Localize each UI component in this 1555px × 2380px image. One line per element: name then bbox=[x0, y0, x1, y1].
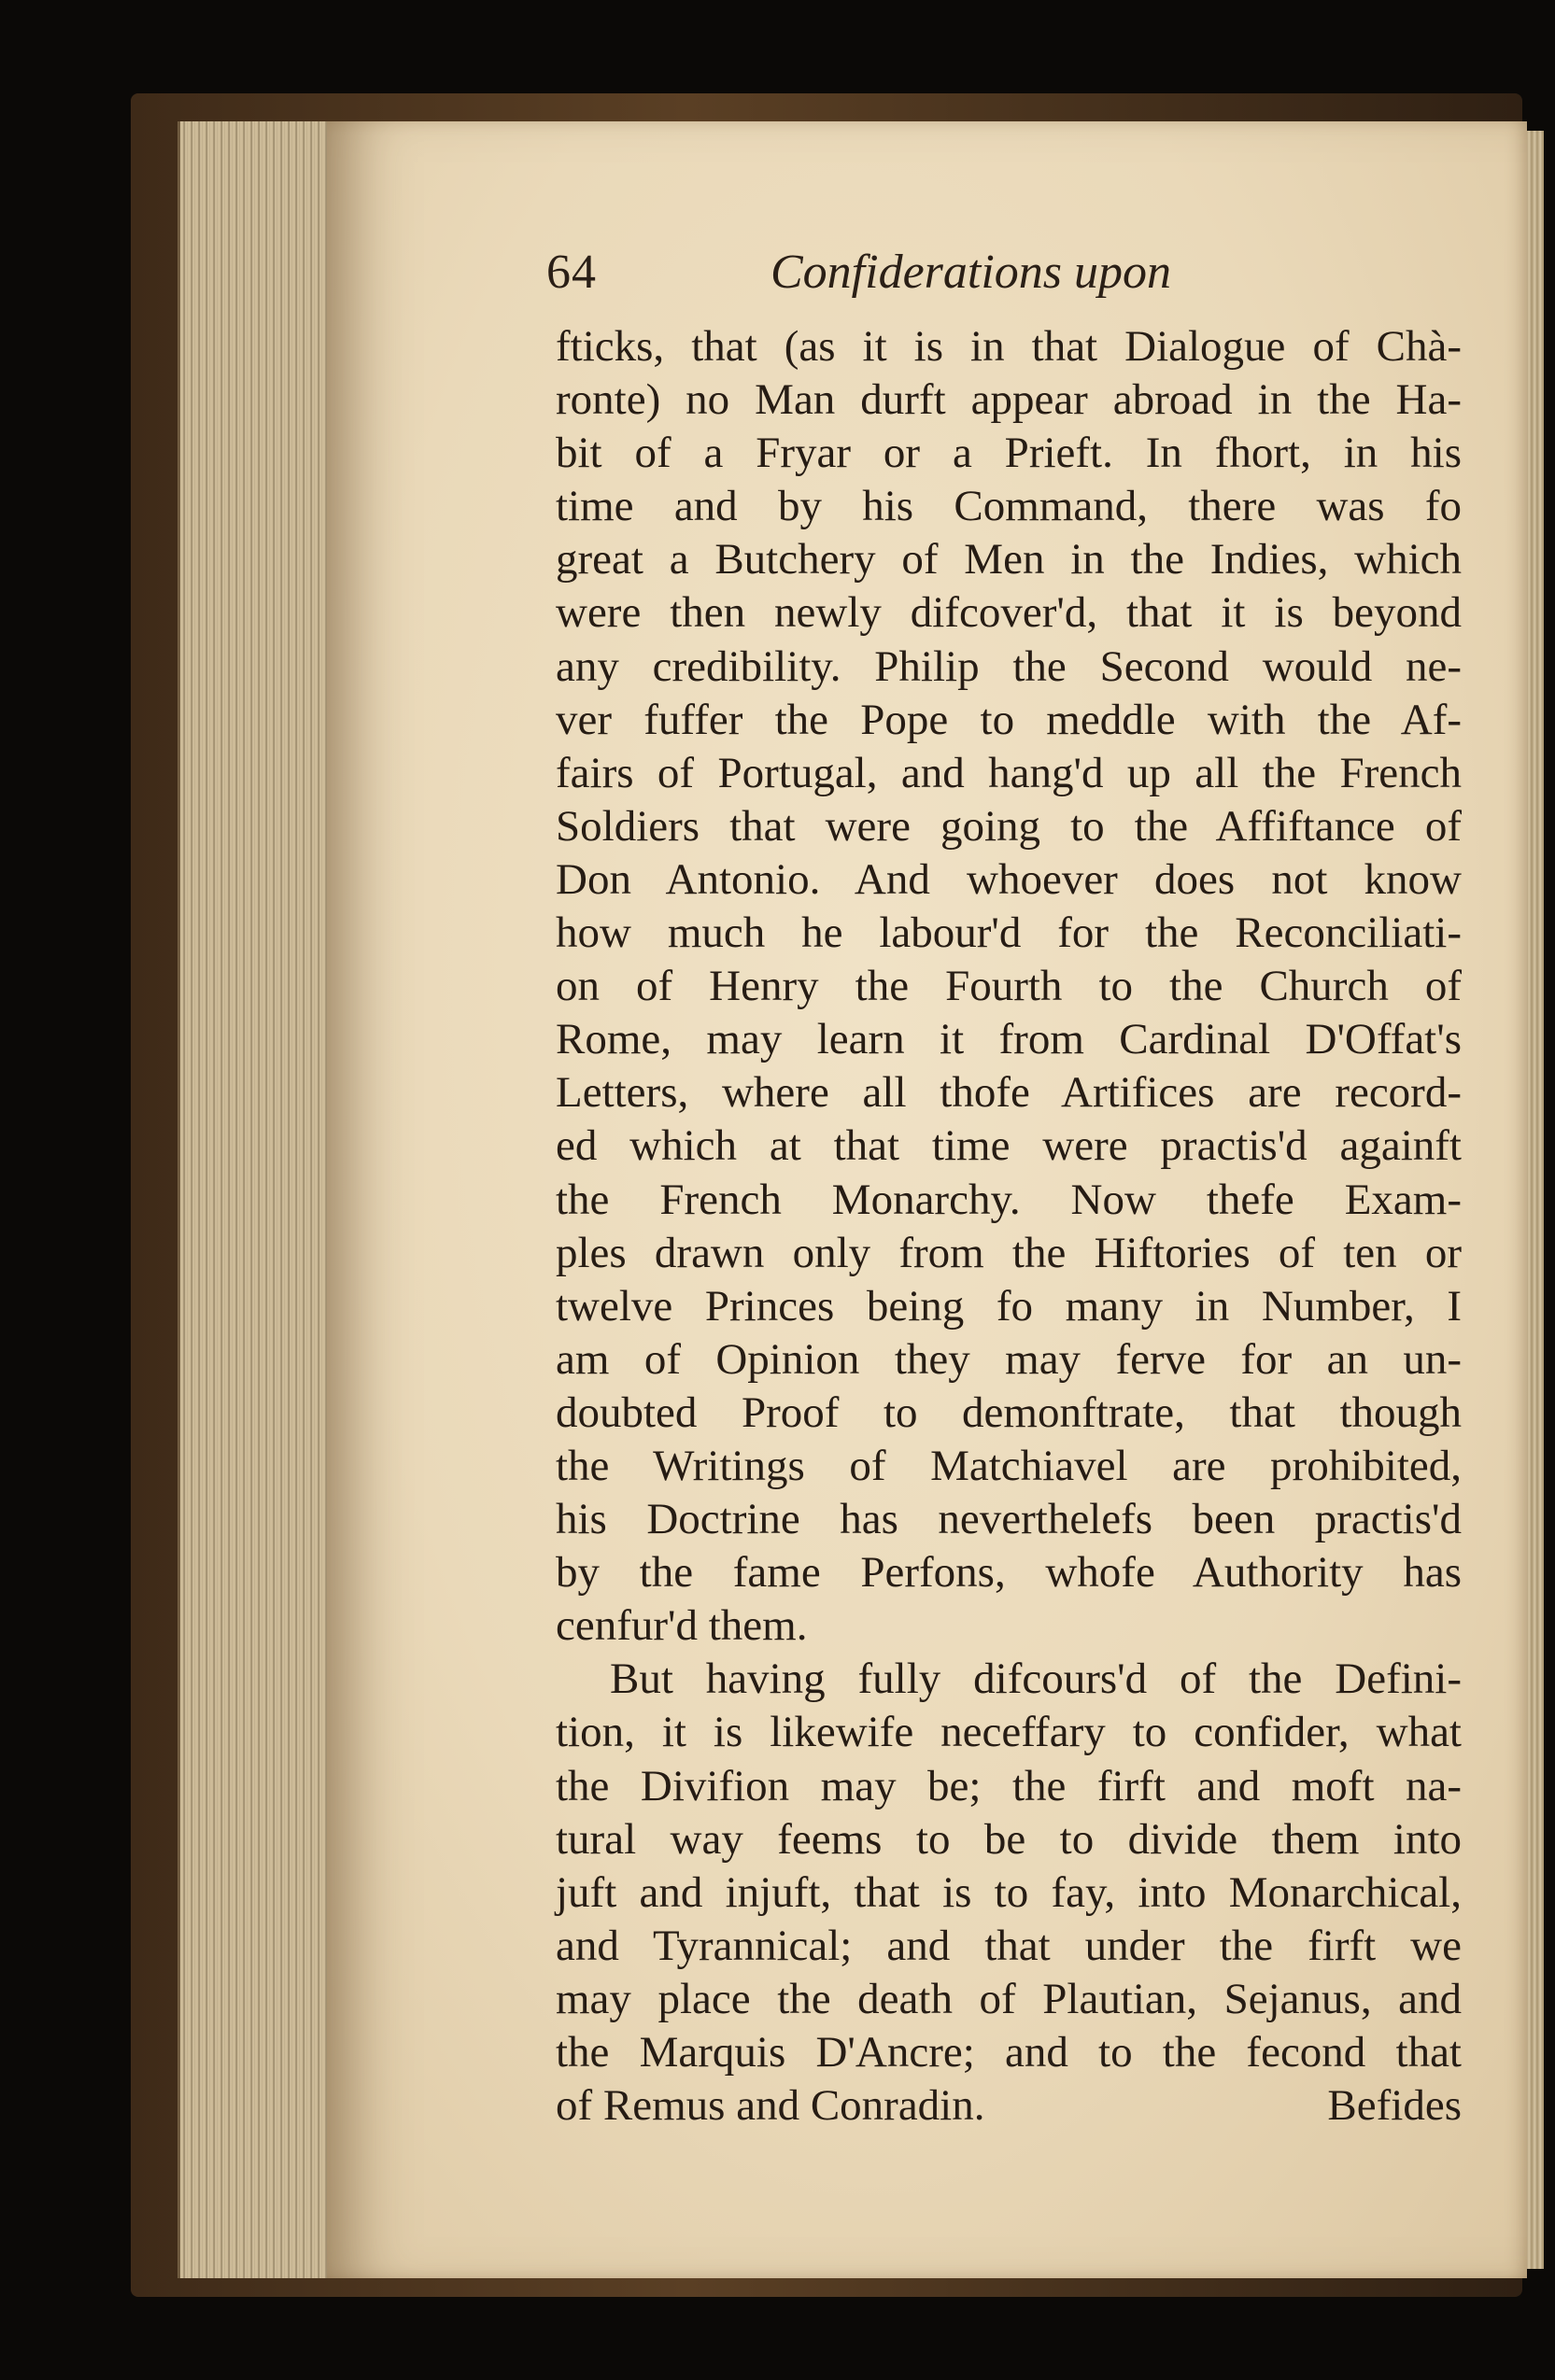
text-line: Letters, where all thofe Artifices are record- bbox=[556, 1068, 1462, 1118]
text-line: of Remus and Conradin. bbox=[556, 2081, 985, 2131]
text-line: and Tyrannical; and that under the firft we bbox=[556, 1921, 1462, 1970]
text-line: were then newly difcover'd, that it is beyond bbox=[556, 588, 1462, 638]
text-line: the Writings of Matchiavel are prohibited, bbox=[556, 1441, 1462, 1490]
page-header bbox=[546, 245, 1480, 319]
text-line: his Doctrine has neverthelefs been practis'd bbox=[556, 1495, 1462, 1544]
text-line: time and by his Command, there was fo bbox=[556, 482, 1462, 531]
text-line: cenfur'd them. bbox=[556, 1601, 808, 1651]
text-line: tion, it is likewife neceffary to confider, what bbox=[556, 1708, 1462, 1757]
text-line: great a Butchery of Men in the Indies, which bbox=[556, 535, 1462, 584]
text-line: Rome, may learn it from Cardinal D'Offat's bbox=[556, 1015, 1462, 1064]
text-line: ver fuffer the Pope to meddle with the Af- bbox=[556, 695, 1462, 744]
text-line: by the fame Perfons, whofe Authority has bbox=[556, 1548, 1462, 1598]
text-line: tural way feems to be to divide them into bbox=[556, 1814, 1462, 1864]
text-line: doubted Proof to demonftrate, that though bbox=[556, 1387, 1462, 1437]
text-line: may place the death of Plautian, Sejanus, and bbox=[556, 1974, 1462, 2023]
text-line: how much he labour'd for the Reconciliati- bbox=[556, 908, 1462, 958]
text-line: fairs of Portugal, and hang'd up all the French bbox=[556, 748, 1462, 797]
text-line: any credibility. Philip the Second would ne- bbox=[556, 641, 1462, 691]
text-line: juft and injuft, that is to fay, into Monarchical, bbox=[556, 1867, 1462, 1917]
text-line: the Divifion may be; the firft and moft na- bbox=[556, 1761, 1462, 1810]
text-line: ples drawn only from the Hiftories of ten or bbox=[556, 1228, 1462, 1277]
page-edges-left bbox=[177, 121, 339, 2278]
text-line: bit of a Fryar or a Prieft. In fhort, in his bbox=[556, 429, 1462, 478]
text-line: the French Monarchy. Now thefe Exam- bbox=[556, 1175, 1462, 1224]
text-line: ronte) no Man durft appear abroad in the Ha- bbox=[556, 375, 1462, 425]
text-line-with-catchword bbox=[556, 2079, 1462, 2133]
text-line: Don Antonio. And whoever does not know bbox=[556, 854, 1462, 904]
catchword: Befides bbox=[1327, 2081, 1462, 2131]
text-line: fticks, that (as it is in that Dialogue of Chà- bbox=[556, 322, 1462, 371]
running-head: Confiderations upon bbox=[770, 246, 1172, 299]
text-line: on of Henry the Fourth to the Church of bbox=[556, 962, 1462, 1011]
text-line: Soldiers that were going to the Affiftance of bbox=[556, 801, 1462, 851]
page-number: 64 bbox=[546, 246, 597, 299]
text-line: But having fully difcours'd of the Defini- bbox=[610, 1655, 1462, 1704]
body-text bbox=[556, 320, 1462, 2133]
text-line: twelve Princes being fo many in Number, I bbox=[556, 1281, 1462, 1331]
text-line: the Marquis D'Ancre; and to the fecond that bbox=[556, 2028, 1462, 2077]
text-line: ed which at that time were practis'd againft bbox=[556, 1121, 1462, 1171]
text-line: am of Opinion they may ferve for an un- bbox=[556, 1334, 1462, 1384]
